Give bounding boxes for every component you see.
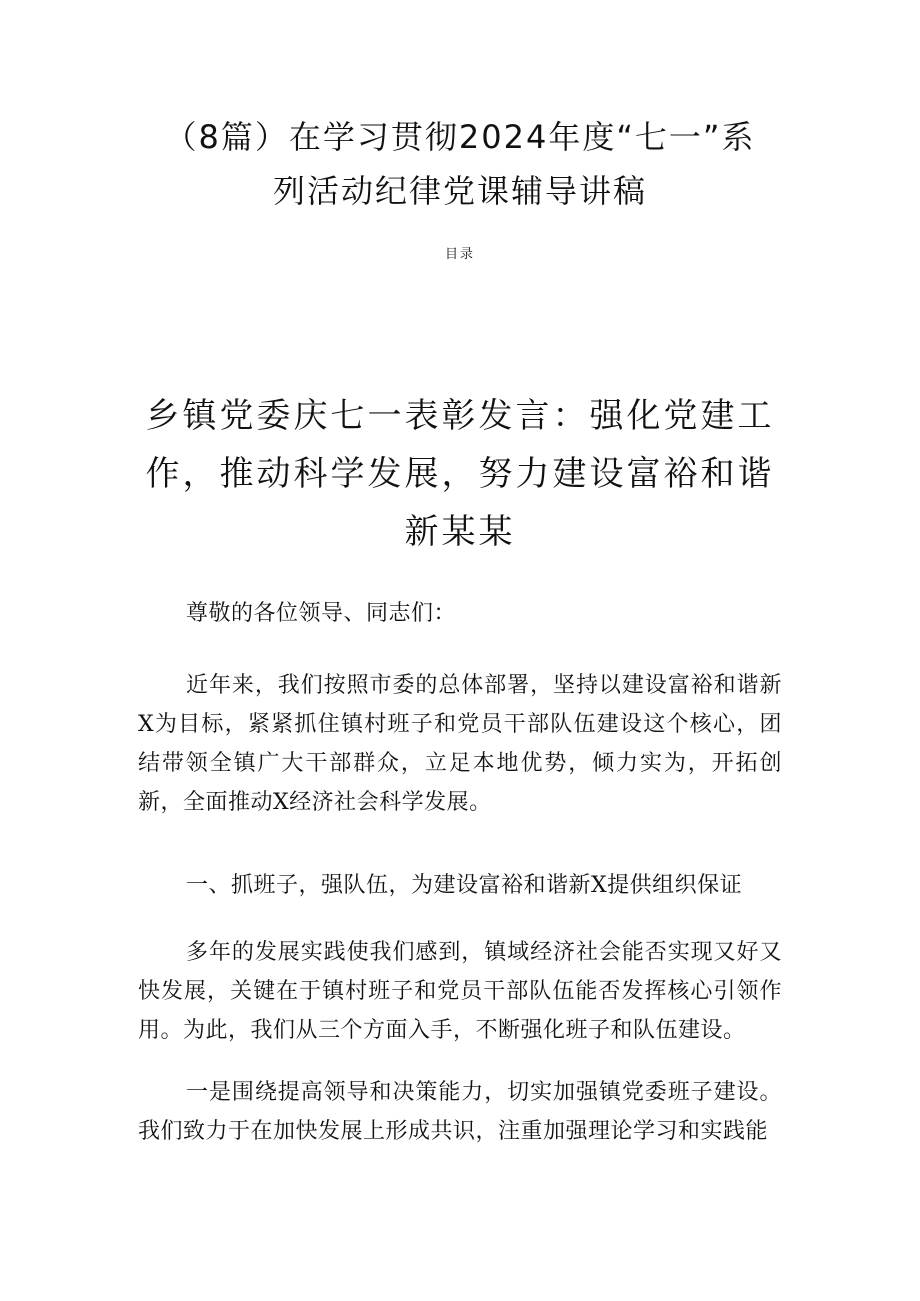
body-paragraph: 一是围绕提高领导和决策能力，切实加强镇党委班子建设。我们致力于在加快发展上形成共识，注重加强理论学习和实践能	[138, 1080, 782, 1144]
article-body	[138, 594, 782, 1151]
body-paragraph: 多年的发展实践使我们感到，镇域经济社会能否实现又好又快发展，关键在于镇村班子和党员干部队伍能否发挥核心引领作用。为此，我们从三个方面入手，不断强化班子和队伍建设。	[138, 940, 782, 1043]
table-of-contents-label: 目录	[444, 247, 475, 262]
body-paragraph: 近年来，我们按照市委的总体部署，坚持以建设富裕和谐新X为目标，紧紧抓住镇村班子和党员干部队伍建设这个核心，团结带领全镇广大干部群众，立足本地优势，倾力实为，开拓创新，全面推动X经济社会科学发展。	[138, 673, 782, 815]
document-title: （8篇）在学习贯彻2024年度“七一”系列活动纪律党课辅导讲稿	[164, 118, 756, 210]
article-title: 乡镇党委庆七一表彰发言：强化党建工作，推动科学发展，努力建设富裕和谐新某某	[145, 396, 775, 552]
section-heading: 一、抓班子，强队伍，为建设富裕和谐新X提供组织保证	[186, 873, 743, 898]
greeting: 尊敬的各位领导、同志们：	[186, 601, 457, 626]
